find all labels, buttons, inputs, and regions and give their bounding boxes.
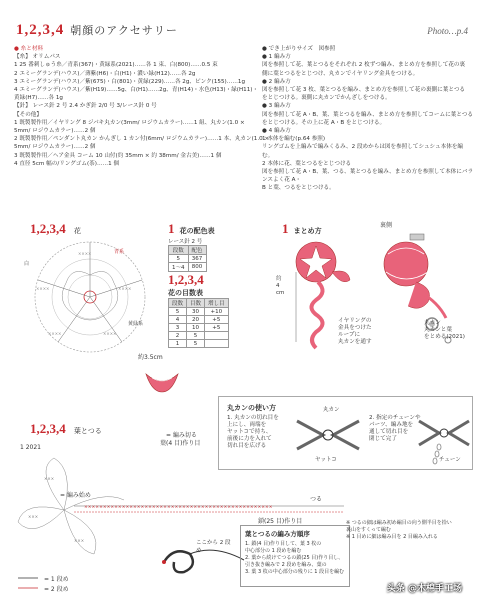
leaf-chart-label: 1,2,3,4 葉とつる (30, 421, 102, 436)
step-line: リングゴムを上編みで編みくるみ、2 段めからは図を参照してシュシュ本体を編む。 (262, 144, 464, 159)
order-lines: 1. 鎖(4 目)作り目して、葉 3 枚の 中心部分の 1 段めを編む 2. 葉から続けてつるの鎖(25 目)作り目し、 引き抜き編みで 2 段めを編み、葉の 3. 葉 3 枚の中心部分の残りに 1 段目を編む (245, 541, 345, 575)
step-line: 2 本体に花、葉とつるをとじつける (262, 160, 352, 167)
step-line: をとじつける。裏側に丸カンでかんざしをつける。 (262, 95, 391, 102)
material-line: 2 エミーグランデ(ハウス)／薄紫(H6)・白(H1)・濃い緑(H12)……各 2g (14, 70, 196, 77)
legend-row2: = 2 段め (44, 586, 69, 593)
other-line: 1 既製製作用／イヤリング 8 ジパキ丸カン(3mm/ ロジウムカラー)……1 組、丸カン(1.0 × (14, 119, 245, 126)
petal-label: 白 (24, 261, 30, 267)
ring-step1: 1. 丸カンの切れ目を 上にし、両端を ヤットコで持ち、 前後に力を入れて 切れ目を広げる (227, 415, 279, 449)
vine-label: つる (310, 496, 323, 503)
color-table: 段数 配色 5 367 1〜4 800 (168, 245, 207, 272)
order-title: 葉とつるの編み方順序 (245, 530, 310, 538)
pliers-label: ヤットコ (315, 457, 337, 463)
count-table: 段数 目数 増し目 5 30 +10 4 20 +5 3 10 +5 2 5 1 5 (168, 298, 229, 348)
watermark: 头条 @木棉手工场 (386, 584, 462, 594)
other-line: 5mm/ ロジウムカラー)……2 個 (14, 128, 96, 135)
needle-line: 【針】 レース針 2 号 2.4 かぎ針 2/0 号 3/レース針 0 号 (14, 103, 157, 110)
page-subtitle: 朝顔のアクセサリー (70, 25, 178, 37)
legend-row1: = 1 段め (44, 576, 69, 583)
svg-text:××××: ×××× (78, 251, 92, 256)
other-line: 3 既製製作用／ヘア金具 コーム 10 山付(約 35mm × 約 38mm/ 金古美)……1 個 (14, 152, 222, 159)
step-line: B と葉、つるをとじつける。 (262, 185, 335, 192)
ring-step2: 2. 指定のチェーンや パーツ、編み地を 通して切れ目を 閉じて完了 (369, 415, 421, 442)
order-notes: ※ つるの細は編み初め編目の向う側半目を拾い 裏山をすくって編む ※ 1 目めに細は編み目を 2 目編み入れる (346, 520, 452, 540)
svg-text:×××: ××× (74, 538, 85, 543)
svg-text:××××: ×××× (103, 331, 117, 336)
other-heading: 【その他】 (14, 111, 42, 118)
material-line: 3 エミーグランデ(ハウス)／紫(675)・白(801)・黄緑(229)……各 2g、ピンク(155)……1g (14, 78, 246, 85)
material-line: 1 25 番刺しゅう糸／青系(367)・黄緑系(2021)……各 1 束、白(800)……0.5 束 (14, 62, 218, 69)
back-side-label: 裏側 (380, 222, 393, 229)
knit-start-leaf: = 編み始め (60, 492, 91, 499)
material-line: 黄緑(H7)……各 1g (14, 95, 63, 102)
page-title: 1,2,3,4 朝顔のアクセサリー (16, 22, 178, 38)
leaf-color: 1 2021 (20, 444, 42, 451)
howto-section (262, 45, 474, 193)
other-line: 2 既製製作用／ペンダント丸カン かんぎし 1 カン付(6mm/ ロジウムカラー)……1 本、丸カン(1.0 × (14, 136, 270, 143)
materials-section (14, 45, 270, 168)
vine-start: 鎖(25 目)作り目 (258, 518, 303, 525)
material-line: 4 エミーグランデ(ハウス)／紫(H19)……5g、白(H1)……2g、青(H14)・水色(H13)・緑(H11)・ (14, 87, 259, 94)
materials-brand: 【糸】 オリムパス (14, 54, 61, 61)
svg-text:××××××××××××××××××××××××××××××: ×××××××××××××××××××××××××××××××××××××××××××××××××× (84, 505, 273, 510)
step-title: ● 1 編み方 (262, 54, 291, 61)
flower-crochet-chart (18, 235, 163, 365)
earring-note: イヤリングの 金具をつけた ループに 丸カンを通す (338, 318, 372, 345)
petal-label: 黄緑系 (128, 321, 144, 327)
count-table-block: 1,2,3,4 花の目数表 段数 目数 増し目 5 30 +10 4 20 +5 3 10 +5 2 5 1 5 (168, 272, 229, 348)
step-line: 1 本体を編む(p.64 参照) (262, 136, 326, 143)
step-line: 側に葉とつるをとじつけ、丸カンでイヤリング金具をつける。 (262, 70, 419, 77)
step-line: 図を参照して花 3 枚、葉とつるを編み、まとめ方を参照して花の裏側に葉とつる (262, 87, 466, 94)
second-row-start: ここから 2 段め (196, 540, 231, 554)
size-heading: ● でき上がりサイズ 図参照 (262, 46, 336, 52)
length-label: 約 4 cm (276, 276, 285, 296)
step-line: をとじつける。その上に花 A・B をとじつける。 (262, 119, 386, 126)
svg-text:××××: ×××× (48, 331, 62, 336)
page-label: Photo…p.4 (427, 26, 468, 36)
svg-text:×××: ××× (44, 476, 55, 481)
knit-start-vine: 葉(4 目)作り目 (160, 440, 201, 447)
step-title: ● 2 編み方 (262, 78, 291, 85)
ring-instruction-title: 丸カンの使い方 (227, 404, 276, 412)
flower-diameter: 約3.5cm (138, 354, 163, 361)
materials-heading: ● 糸と材料 (14, 46, 44, 52)
step-line: 図を参照して花、葉とつるをそれぞれ 2 枚ずつ編み、まとめ方を参照して花の裏 (262, 62, 466, 69)
color-table-block: 1 花の配色表 レース針 2 号 段数 配色 5 367 1〜4 800 (168, 221, 215, 271)
petal-label: 青系 (114, 249, 125, 255)
svg-text:×××: ××× (28, 514, 39, 519)
other-line: 5mm/ ロジウムカラー)……2 個 (14, 144, 96, 151)
order-box (240, 525, 350, 587)
chain-label: チェーン (439, 457, 461, 463)
assembly-illustration (288, 232, 468, 372)
svg-text:××××: ×××× (36, 286, 50, 291)
step-title: ● 4 編み方 (262, 128, 291, 135)
other-line: 4 直径 5cm 幅の/リングゴム(茶)……1 個 (14, 160, 120, 167)
flower-illustration (142, 368, 182, 394)
ring-note: 丸カン 丸カンと葉 をとめる(2021) (424, 320, 465, 340)
ring-instruction-box (218, 396, 473, 470)
step-line: 図を参照して花 A・B、葉、つる、葉とつるを編み、まとめ方を参照して本体にバランスよく花 A・ (262, 169, 474, 184)
ring-part-label: 丸カン (323, 407, 340, 413)
pliers-illustration (293, 411, 363, 461)
flower-chart-label: 1,2,3,4 花 (30, 221, 81, 236)
step-line: 図を参照して花 A・B、葉、葉とつるを編み、まとめ方を参照してコームに葉とつる (262, 111, 473, 118)
step-title: ● 3 編み方 (262, 103, 291, 110)
svg-text:××××: ×××× (118, 286, 132, 291)
chain-cut: = 編み切る (166, 432, 197, 439)
assembly-label: 1 まとめ方 (282, 221, 322, 236)
